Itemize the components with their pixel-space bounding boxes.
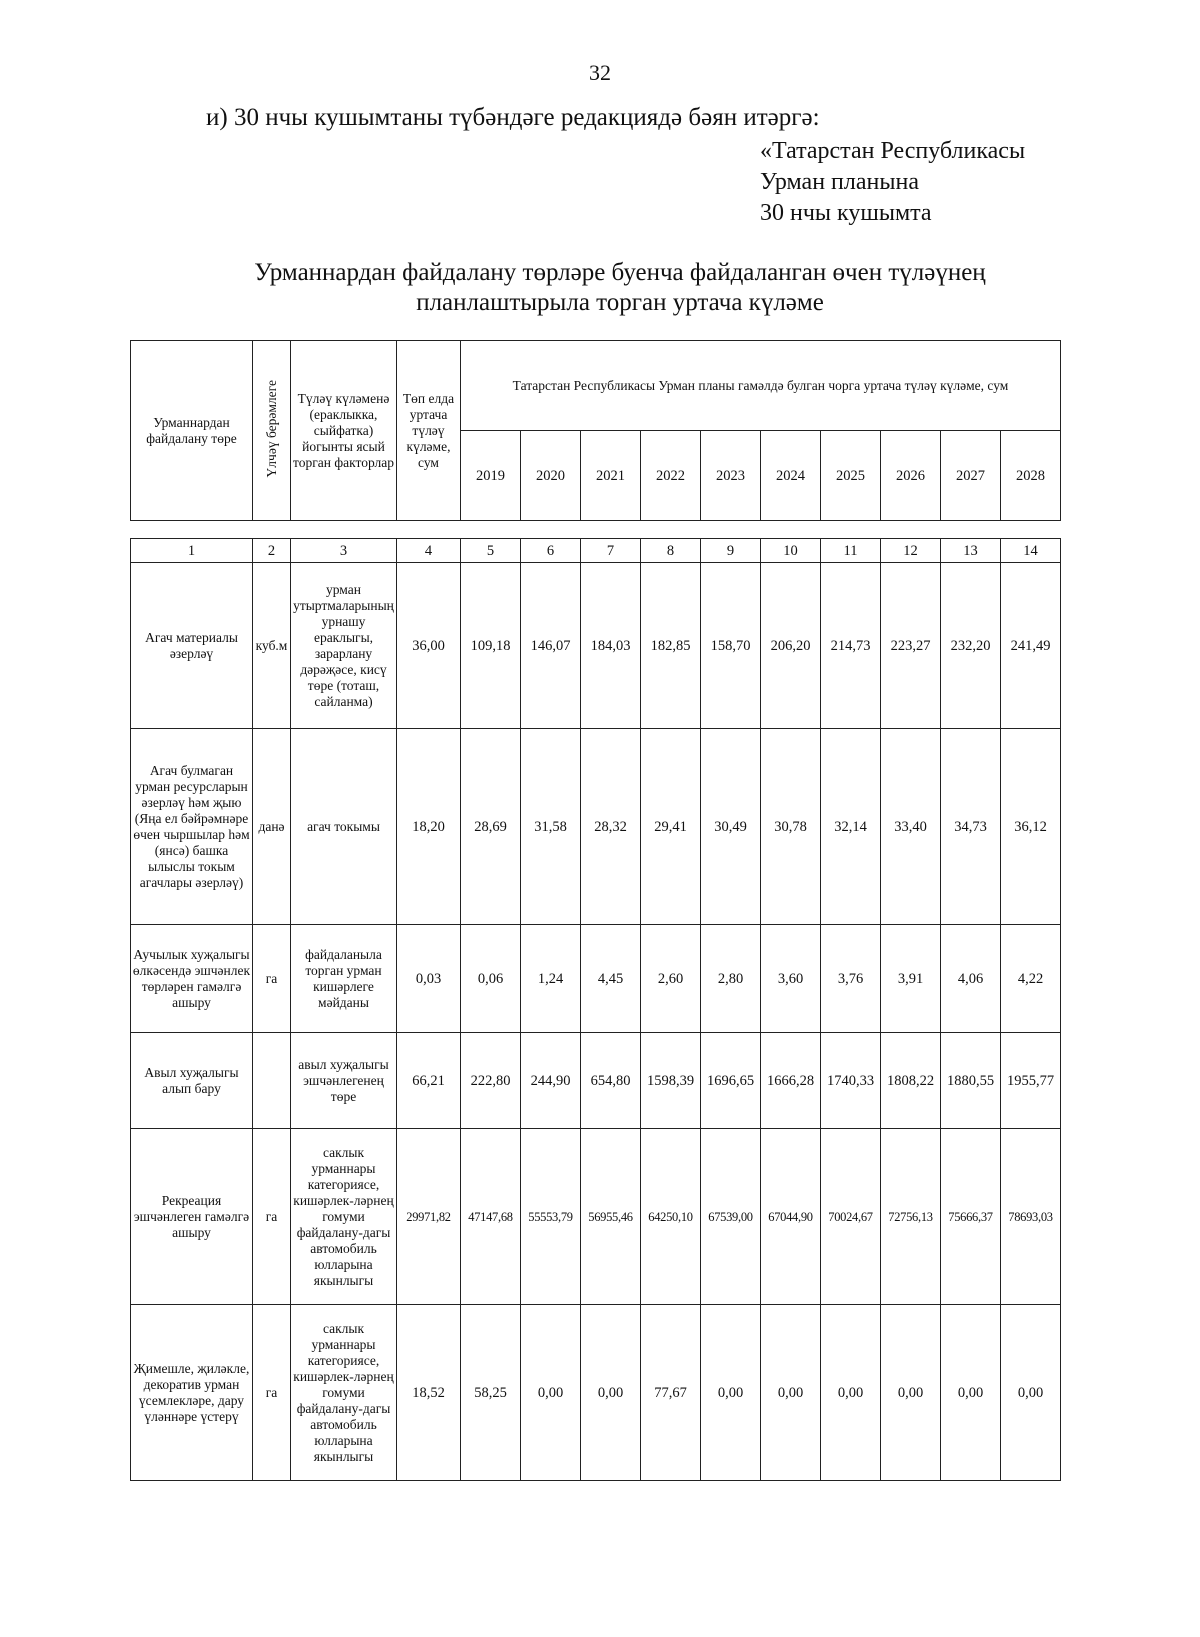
column-number: 10	[761, 539, 821, 563]
year-value: 244,90	[521, 1033, 581, 1129]
year-value: 3,76	[821, 925, 881, 1033]
year-value: 75666,37	[941, 1129, 1001, 1305]
unit: га	[253, 1305, 291, 1481]
year-value: 47147,68	[461, 1129, 521, 1305]
year-value: 4,06	[941, 925, 1001, 1033]
column-number: 1	[131, 539, 253, 563]
year-value: 0,00	[1001, 1305, 1061, 1481]
column-number: 9	[701, 539, 761, 563]
year-value: 1696,65	[701, 1033, 761, 1129]
column-number: 4	[397, 539, 461, 563]
unit	[253, 1033, 291, 1129]
intro-line: и) 30 нчы кушымтаны түбәндәге редакциядә бәян итәргә:	[206, 104, 820, 131]
year-value: 70024,67	[821, 1129, 881, 1305]
column-number: 5	[461, 539, 521, 563]
year-value: 67539,00	[701, 1129, 761, 1305]
column-number-row	[131, 539, 1061, 563]
year-value: 232,20	[941, 563, 1001, 729]
header-unit	[253, 341, 291, 521]
base-value: 66,21	[397, 1033, 461, 1129]
header-usage-type: Урманнардан файдалану төре	[131, 341, 253, 521]
title-line-2: планлаштырыла торган уртача күләме	[416, 289, 824, 316]
year-value: 64250,10	[641, 1129, 701, 1305]
year-value: 1955,77	[1001, 1033, 1061, 1129]
year-value: 56955,46	[581, 1129, 641, 1305]
factors: файдаланыла торган урман кишәрлеге мәйданы	[291, 925, 397, 1033]
factors: саклык урманнары категориясе, кишәрлек-ләрнең гомуми файдалану-дагы автомобиль юлларына якынлыгы	[291, 1305, 397, 1481]
year-value: 1666,28	[761, 1033, 821, 1129]
header-year: 2020	[521, 431, 581, 521]
base-value: 18,52	[397, 1305, 461, 1481]
factors: агач токымы	[291, 729, 397, 925]
annex-reference	[760, 136, 1025, 229]
usage-type: Агач материалы әзерләү	[131, 563, 253, 729]
year-value: 55553,79	[521, 1129, 581, 1305]
unit: га	[253, 1129, 291, 1305]
table-row	[131, 1033, 1061, 1129]
annex-line-1: «Татарстан Республикасы	[760, 138, 1026, 164]
year-value: 0,00	[581, 1305, 641, 1481]
year-value: 158,70	[701, 563, 761, 729]
year-value: 78693,03	[1001, 1129, 1061, 1305]
usage-type: Агач булмаган урман ресурсларын әзерләү һәм җыю (Яңа ел бәйрәмнәре өчен чыршылар һәм (янсә) башка ылыслы токым агачлары әзерләү)	[131, 729, 253, 925]
year-value: 222,80	[461, 1033, 521, 1129]
document-title	[120, 258, 1120, 318]
header-year: 2026	[881, 431, 941, 521]
header-year: 2023	[701, 431, 761, 521]
year-value: 0,00	[761, 1305, 821, 1481]
page-number: 32	[589, 60, 611, 85]
year-value: 4,22	[1001, 925, 1061, 1033]
header-table	[130, 340, 1061, 521]
year-value: 34,73	[941, 729, 1001, 925]
year-value: 0,00	[821, 1305, 881, 1481]
header-factors: Түләү күләменә (ераклыкка, сыйфатка) йогынты ясый торган факторлар	[291, 341, 397, 521]
annex-line-2: Урман планына	[760, 169, 919, 195]
data-table	[130, 538, 1061, 1481]
factors: урман утыртмаларының урнашу ераклыгы, зарарлану дәрәҗәсе, кисү төре (тоташ, сайланма)	[291, 563, 397, 729]
year-value: 58,25	[461, 1305, 521, 1481]
year-value: 0,06	[461, 925, 521, 1033]
usage-type: Аучылык хуҗалыгы өлкәсендә эшчәнлек төрләрен гамәлгә ашыру	[131, 925, 253, 1033]
year-value: 1,24	[521, 925, 581, 1033]
column-number: 6	[521, 539, 581, 563]
year-value: 0,00	[701, 1305, 761, 1481]
year-value: 214,73	[821, 563, 881, 729]
year-value: 33,40	[881, 729, 941, 925]
header-year: 2019	[461, 431, 521, 521]
year-value: 0,00	[521, 1305, 581, 1481]
base-value: 36,00	[397, 563, 461, 729]
year-value: 0,00	[881, 1305, 941, 1481]
column-number: 12	[881, 539, 941, 563]
year-value: 109,18	[461, 563, 521, 729]
year-value: 4,45	[581, 925, 641, 1033]
year-value: 184,03	[581, 563, 641, 729]
column-number: 7	[581, 539, 641, 563]
year-value: 36,12	[1001, 729, 1061, 925]
year-value: 30,78	[761, 729, 821, 925]
base-value: 29971,82	[397, 1129, 461, 1305]
unit: куб.м	[253, 563, 291, 729]
usage-type: Авыл хуҗалыгы алып бару	[131, 1033, 253, 1129]
year-value: 3,91	[881, 925, 941, 1033]
year-value: 28,32	[581, 729, 641, 925]
year-value: 29,41	[641, 729, 701, 925]
table-row	[131, 729, 1061, 925]
header-base-payment: Төп елда уртача түләү күләме, сум	[397, 341, 461, 521]
year-value: 31,58	[521, 729, 581, 925]
year-value: 2,80	[701, 925, 761, 1033]
header-year: 2024	[761, 431, 821, 521]
year-value: 3,60	[761, 925, 821, 1033]
base-value: 18,20	[397, 729, 461, 925]
year-value: 182,85	[641, 563, 701, 729]
column-number: 13	[941, 539, 1001, 563]
year-value: 241,49	[1001, 563, 1061, 729]
usage-type: Рекреация эшчәнлеген гамәлгә ашыру	[131, 1129, 253, 1305]
header-year: 2021	[581, 431, 641, 521]
column-number: 2	[253, 539, 291, 563]
header-year: 2025	[821, 431, 881, 521]
year-value: 1880,55	[941, 1033, 1001, 1129]
year-value: 146,07	[521, 563, 581, 729]
header-year: 2022	[641, 431, 701, 521]
column-number: 8	[641, 539, 701, 563]
annex-line-3: 30 нчы кушымта	[760, 200, 932, 226]
usage-type: Җимешле, җиләкле, декоратив урман үсемлекләре, дару үләннәре үстерү	[131, 1305, 253, 1481]
year-value: 206,20	[761, 563, 821, 729]
unit: данә	[253, 729, 291, 925]
year-value: 1740,33	[821, 1033, 881, 1129]
year-value: 2,60	[641, 925, 701, 1033]
year-value: 67044,90	[761, 1129, 821, 1305]
header-year: 2027	[941, 431, 1001, 521]
table-row	[131, 1129, 1061, 1305]
base-value: 0,03	[397, 925, 461, 1033]
title-line-1: Урманнардан файдалану төрләре буенча файдаланган өчен түләүнең	[254, 259, 986, 286]
column-number: 3	[291, 539, 397, 563]
unit: га	[253, 925, 291, 1033]
year-value: 654,80	[581, 1033, 641, 1129]
factors: саклык урманнары категориясе, кишәрлек-ләрнең гомуми файдалану-дагы автомобиль юлларына якынлыгы	[291, 1129, 397, 1305]
year-value: 223,27	[881, 563, 941, 729]
year-value: 32,14	[821, 729, 881, 925]
column-number: 11	[821, 539, 881, 563]
header-period-span: Татарстан Республикасы Урман планы гамәлдә булган чорга уртача түләү күләме, сум	[461, 341, 1061, 431]
year-value: 77,67	[641, 1305, 701, 1481]
year-value: 1598,39	[641, 1033, 701, 1129]
year-value: 30,49	[701, 729, 761, 925]
year-value: 28,69	[461, 729, 521, 925]
year-value: 0,00	[941, 1305, 1001, 1481]
table-row	[131, 925, 1061, 1033]
year-value: 72756,13	[881, 1129, 941, 1305]
table-row	[131, 1305, 1061, 1481]
factors: авыл хуҗалыгы эшчәнлегенең төре	[291, 1033, 397, 1129]
header-unit-label: Үлчәү берәмлеге	[263, 379, 279, 478]
header-year: 2028	[1001, 431, 1061, 521]
column-number: 14	[1001, 539, 1061, 563]
table-row	[131, 563, 1061, 729]
year-value: 1808,22	[881, 1033, 941, 1129]
